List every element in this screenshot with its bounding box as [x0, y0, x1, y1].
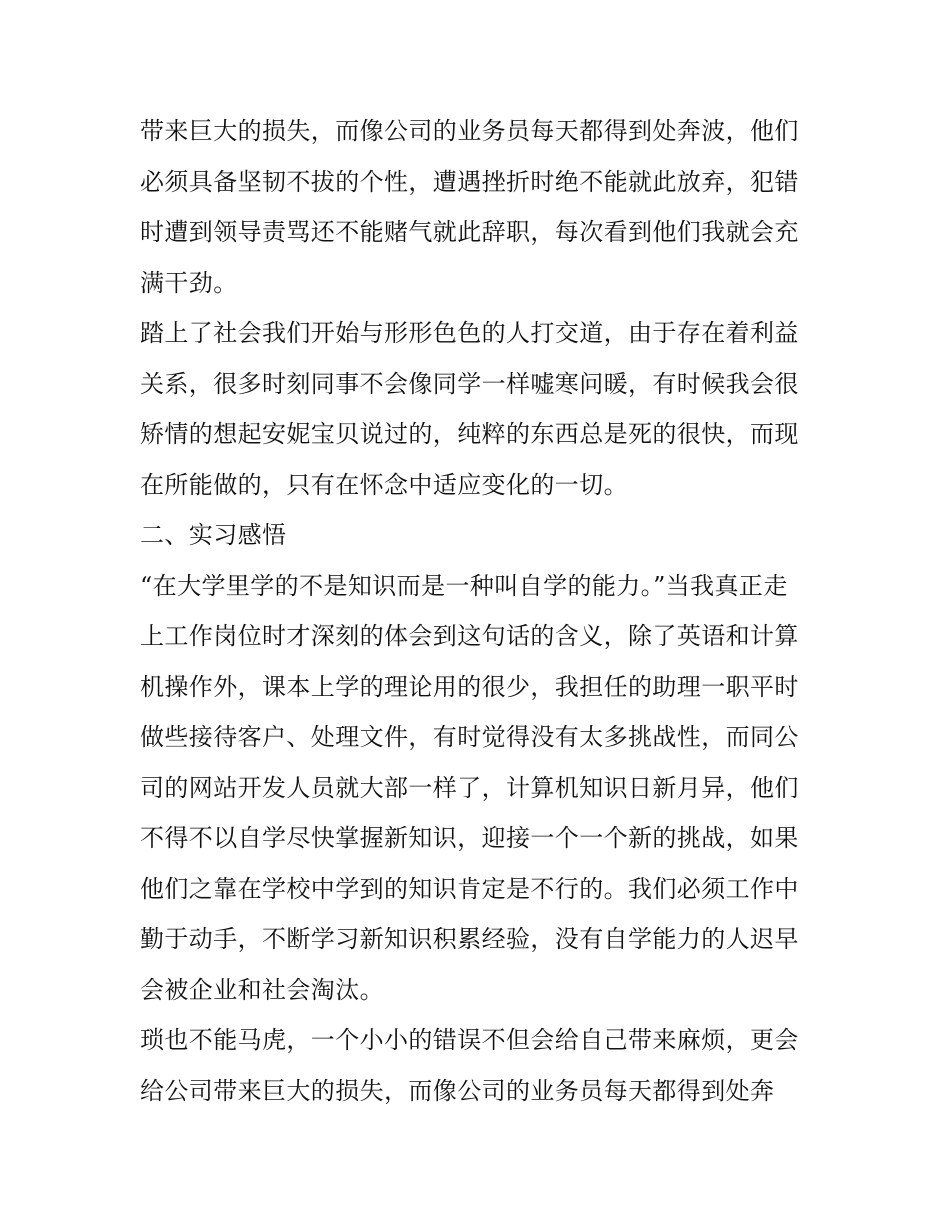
text-line: 司的网站开发人员就大部一样了，计算机知识日新月异，他们 [140, 773, 799, 802]
text-line: 必须具备坚韧不拔的个性，遭遇挫折时绝不能就此放弃，犯错 [140, 167, 799, 196]
section-heading: 二、实习感悟 [140, 521, 287, 549]
text-line: 踏上了社会我们开始与形形色色的人打交道，由于存在着利益 [140, 319, 799, 347]
text-line: 上工作岗位时才深刻的体会到这句话的含义，除了英语和计算 [140, 622, 799, 650]
text-line: 关系，很多时刻同事不会像同学一样嘘寒问暖，有时候我会很 [140, 369, 799, 398]
text-line: 勤于动手，不断学习新知识积累经验，没有自学能力的人迟早 [140, 925, 799, 953]
text-line: 时遭到领导责骂还不能赌气就此辞职，每次看到他们我就会充 [140, 218, 799, 246]
text-line: 满干劲。 [140, 268, 238, 297]
text-line: 他们之靠在学校中学到的知识肯定是不行的。我们必须工作中 [140, 874, 799, 903]
text-line: 矫情的想起安妮宝贝说过的，纯粹的东西总是死的很快，而现 [140, 420, 799, 448]
text-line: 机操作外，课本上学的理论用的很少，我担任的助理一职平时 [140, 672, 799, 701]
text-line: 做些接待客户、处理文件，有时觉得没有太多挑战性，而同公 [140, 723, 799, 751]
text-line: 给公司带来巨大的损失，而像公司的业务员每天都得到处奔 [140, 1076, 775, 1105]
body-text [140, 106, 820, 1116]
text-line: 不得不以自学尽快掌握新知识，迎接一个一个新的挑战，如果 [140, 824, 799, 852]
text-line: “在大学里学的不是知识而是一种叫自学的能力。”当我真正走 [140, 571, 788, 600]
text-line: 琐也不能马虎，一个小小的错误不但会给自己带来麻烦，更会 [140, 1026, 799, 1054]
text-line: 带来巨大的损失，而像公司的业务员每天都得到处奔波，他们 [140, 117, 799, 145]
text-line: 会被企业和社会淘汰。 [140, 975, 384, 1004]
text-line: 在所能做的，只有在怀念中适应变化的一切。 [140, 470, 628, 499]
